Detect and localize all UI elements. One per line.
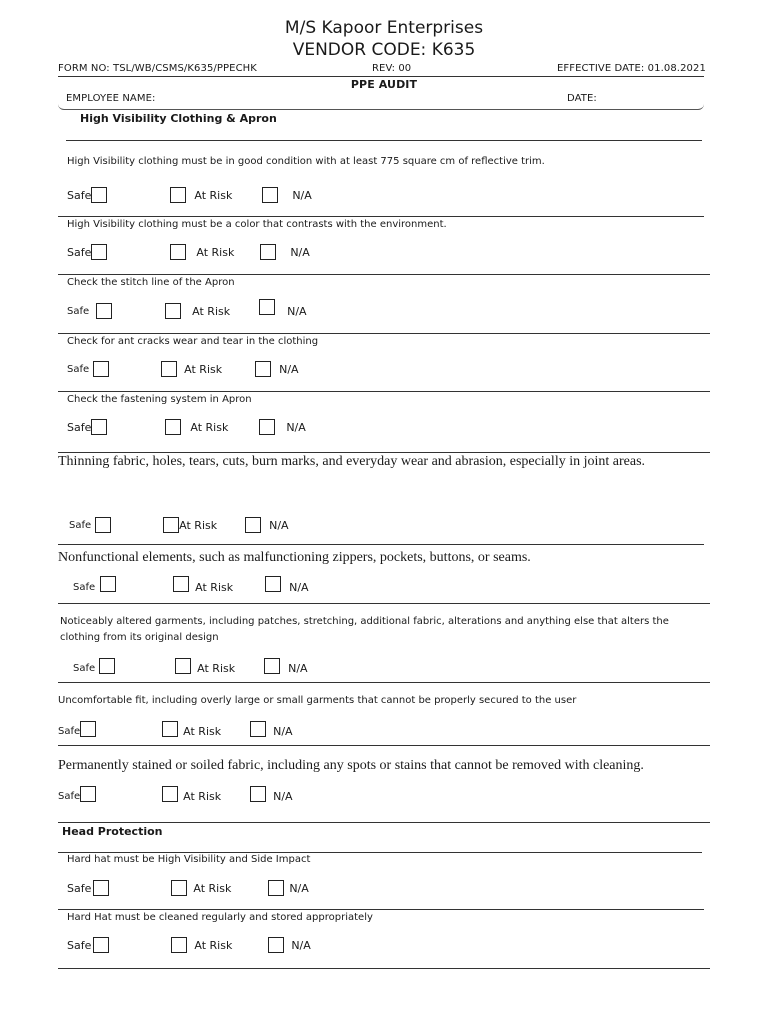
na-label: N/A	[279, 362, 299, 376]
question-text: Check the fastening system in Apron	[67, 394, 252, 405]
na-checkbox[interactable]	[259, 419, 275, 435]
effective-date: EFFECTIVE DATE: 01.08.2021	[557, 63, 706, 74]
na-checkbox[interactable]	[245, 517, 261, 533]
at-risk-label: At Risk	[196, 245, 235, 259]
question-text: Uncomfortable fit, including overly large or small garments that cannot be properly secured to the user	[58, 695, 577, 706]
item-rule	[58, 216, 704, 217]
section-title-head-protection: Head Protection	[62, 825, 163, 838]
item-rule	[58, 745, 710, 746]
safe-label: Safe	[58, 790, 81, 802]
safe-checkbox[interactable]	[91, 419, 107, 435]
item-rule	[58, 968, 710, 969]
na-checkbox[interactable]	[255, 361, 271, 377]
na-checkbox[interactable]	[268, 937, 284, 953]
item-rule	[58, 603, 710, 604]
safe-label: Safe	[67, 938, 92, 952]
na-checkbox[interactable]	[264, 658, 280, 674]
na-label: N/A	[287, 304, 307, 318]
question-text: Noticeably altered garments, including patches, stretching, additional fabric, alterations and anything else that alters the clothing from its original design	[60, 616, 669, 643]
question-text: Check for ant cracks wear and tear in the clothing	[67, 336, 319, 347]
safe-label: Safe	[67, 881, 92, 895]
answer-row	[67, 936, 311, 954]
answer-row	[67, 243, 310, 261]
safe-checkbox[interactable]	[80, 721, 96, 737]
answer-row	[67, 418, 306, 436]
safe-checkbox[interactable]	[96, 303, 112, 319]
question-text: Nonfunctional elements, such as malfunctioning zippers, pockets, buttons, or seams.	[58, 550, 531, 565]
safe-label: Safe	[73, 662, 96, 674]
date-label: DATE:	[567, 93, 597, 104]
at-risk-checkbox[interactable]	[171, 937, 187, 953]
item-rule	[58, 909, 704, 910]
safe-label: Safe	[67, 420, 92, 434]
na-checkbox[interactable]	[262, 187, 278, 203]
at-risk-label: At Risk	[179, 518, 218, 532]
at-risk-label: At Risk	[194, 938, 233, 952]
na-label: N/A	[290, 245, 310, 259]
at-risk-label: At Risk	[197, 661, 236, 675]
na-label: N/A	[288, 661, 308, 675]
at-risk-label: At Risk	[193, 881, 232, 895]
at-risk-checkbox[interactable]	[162, 721, 178, 737]
question-text: High Visibility clothing must be in good condition with at least 775 square cm of reflective trim.	[67, 156, 545, 167]
safe-checkbox[interactable]	[80, 786, 96, 802]
at-risk-label: At Risk	[194, 188, 233, 202]
question-text: High Visibility clothing must be a color that contrasts with the environment.	[67, 219, 447, 230]
at-risk-checkbox[interactable]	[161, 361, 177, 377]
section-rule	[66, 140, 702, 141]
at-risk-checkbox[interactable]	[173, 576, 189, 592]
at-risk-label: At Risk	[192, 304, 231, 318]
item-rule	[58, 452, 710, 453]
safe-checkbox[interactable]	[93, 937, 109, 953]
answer-row	[69, 516, 289, 534]
safe-label: Safe	[67, 245, 92, 259]
na-label: N/A	[273, 724, 293, 738]
at-risk-label: At Risk	[195, 580, 234, 594]
na-label: N/A	[289, 881, 309, 895]
na-checkbox[interactable]	[260, 244, 276, 260]
answer-row	[67, 186, 312, 204]
safe-checkbox[interactable]	[93, 361, 109, 377]
item-rule	[58, 333, 710, 334]
at-risk-label: At Risk	[183, 789, 222, 803]
answer-row	[67, 302, 307, 320]
safe-label: Safe	[73, 581, 96, 593]
na-checkbox[interactable]	[250, 721, 266, 737]
answer-row	[67, 360, 299, 378]
safe-checkbox[interactable]	[99, 658, 115, 674]
safe-label: Safe	[69, 519, 92, 531]
item-rule	[58, 682, 710, 683]
safe-checkbox[interactable]	[100, 576, 116, 592]
answer-row	[58, 722, 293, 740]
at-risk-label: At Risk	[190, 420, 229, 434]
safe-label: Safe	[58, 725, 81, 737]
safe-label: Safe	[67, 363, 90, 375]
na-label: N/A	[273, 789, 293, 803]
at-risk-label: At Risk	[184, 362, 223, 376]
revision: REV: 00	[372, 63, 412, 74]
na-checkbox[interactable]	[265, 576, 281, 592]
at-risk-checkbox[interactable]	[170, 187, 186, 203]
at-risk-label: At Risk	[183, 724, 222, 738]
company-name: M/S Kapoor Enterprises	[284, 18, 484, 38]
section-rule	[58, 852, 702, 853]
na-checkbox[interactable]	[268, 880, 284, 896]
at-risk-checkbox[interactable]	[175, 658, 191, 674]
na-label: N/A	[286, 420, 306, 434]
at-risk-checkbox[interactable]	[170, 244, 186, 260]
na-label: N/A	[291, 938, 311, 952]
na-checkbox[interactable]	[259, 299, 275, 315]
question-text: Hard Hat must be cleaned regularly and stored appropriately	[67, 912, 373, 923]
question-text: Check the stitch line of the Apron	[67, 277, 235, 288]
at-risk-checkbox[interactable]	[162, 786, 178, 802]
vendor-code: VENDOR CODE: K635	[292, 40, 476, 60]
safe-label: Safe	[67, 188, 92, 202]
na-checkbox[interactable]	[250, 786, 266, 802]
item-rule	[58, 822, 710, 823]
at-risk-checkbox[interactable]	[163, 517, 179, 533]
na-label: N/A	[289, 580, 309, 594]
header-rule	[58, 76, 704, 77]
answer-row	[73, 659, 308, 677]
audit-title: PPE AUDIT	[350, 78, 418, 91]
answer-row	[67, 879, 309, 897]
item-rule	[58, 274, 710, 275]
employee-name-label: EMPLOYEE NAME:	[66, 93, 156, 104]
at-risk-checkbox[interactable]	[171, 880, 187, 896]
at-risk-checkbox[interactable]	[165, 419, 181, 435]
safe-checkbox[interactable]	[93, 880, 109, 896]
safe-checkbox[interactable]	[95, 517, 111, 533]
form-number: FORM NO: TSL/WB/CSMS/K635/PPECHK	[58, 63, 257, 74]
question-text: Permanently stained or soiled fabric, including any spots or stains that cannot be removed with cleaning.	[58, 758, 644, 773]
question-text: Hard hat must be High Visibility and Side Impact	[67, 854, 311, 865]
answer-row	[73, 578, 309, 596]
na-label: N/A	[269, 518, 289, 532]
item-rule	[58, 544, 704, 545]
question-text: Thinning fabric, holes, tears, cuts, burn marks, and everyday wear and abrasion, especially in joint areas.	[58, 454, 646, 469]
na-label: N/A	[292, 188, 312, 202]
answer-row	[58, 787, 293, 805]
safe-checkbox[interactable]	[91, 187, 107, 203]
at-risk-checkbox[interactable]	[165, 303, 181, 319]
safe-checkbox[interactable]	[91, 244, 107, 260]
section-title-high-visibility: High Visibility Clothing & Apron	[80, 112, 277, 125]
safe-label: Safe	[67, 305, 90, 317]
item-rule	[58, 391, 710, 392]
